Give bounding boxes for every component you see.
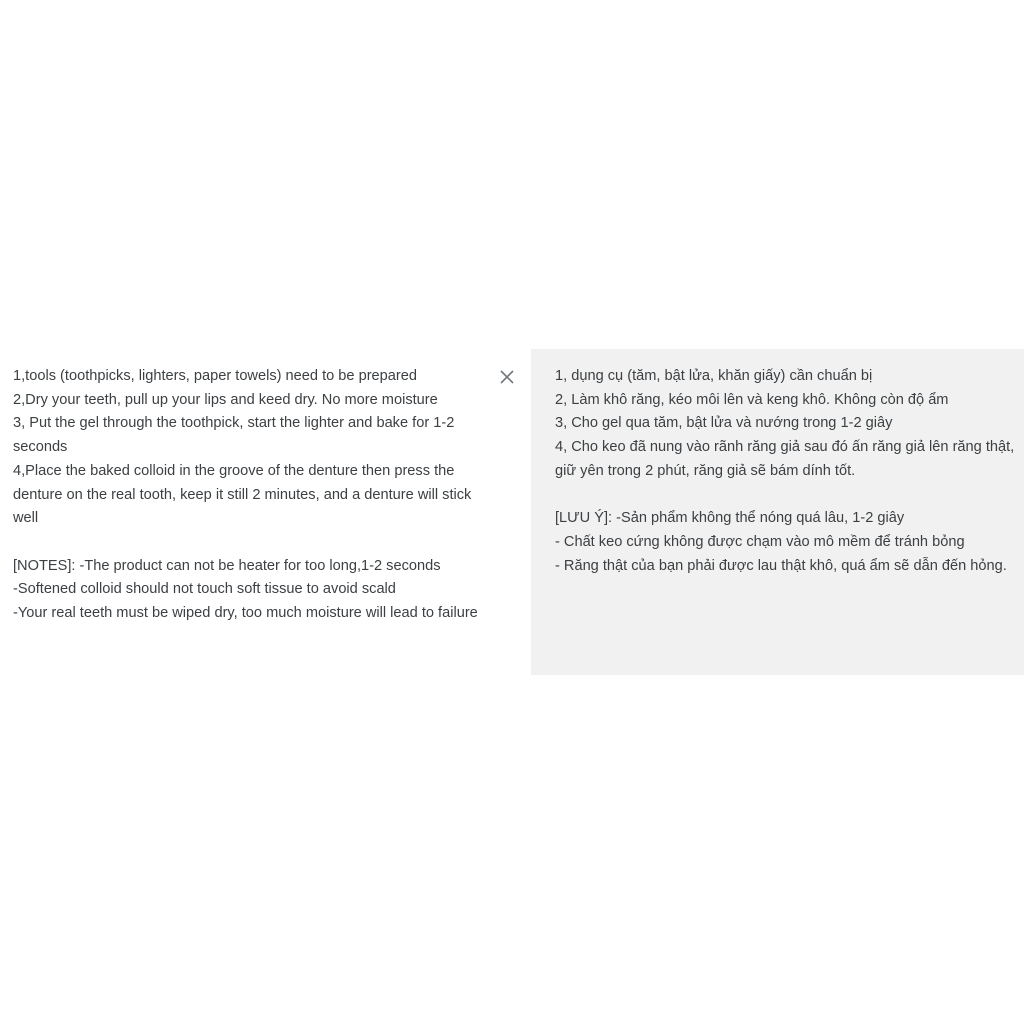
source-text-input[interactable]: 1,tools (toothpicks, lighters, paper towels) need to be prepared 2,Dry your teeth, pull up your lips and keed dry. No more moisture 3, Put the gel through the toothpick, start the lighter and bake for 1-2 seconds 4,Place the baked colloid in the groove of the denture then press the denture on the real tooth, keep it still 2 minutes, and a denture will stick well [NOTES]: -The product can not be heater for too long,1-2 seconds -Softened colloid should not touch soft tissue to avoid scald -Your real teeth must be wiped dry, too much moisture will lead to failure [13,368,478,622]
translation-pane [531,349,1024,675]
translation-output: 1, dụng cụ (tăm, bật lửa, khăn giấy) cần chuẩn bị 2, Làm khô răng, kéo môi lên và keng khô. Không còn độ ẩm 3, Cho gel qua tăm, bật lửa và nướng trong 1-2 giây 4, Cho keo đã nung vào rãnh răng giả sau đó ấn răng giả lên răng thật, giữ yên trong 2 phút, răng giả sẽ bám dính tốt. [LƯU Ý]: -Sản phẩm không thể nóng quá lâu, 1-2 giây - Chất keo cứng không được chạm vào mô mềm để tránh bỏng - Răng thật của bạn phải được lau thật khô, quá ẩm sẽ dẫn đến hỏng. [555,368,1015,574]
clear-source-button[interactable] [495,365,519,389]
close-icon [500,370,514,384]
translate-panel [0,349,1024,675]
source-pane [0,349,490,675]
